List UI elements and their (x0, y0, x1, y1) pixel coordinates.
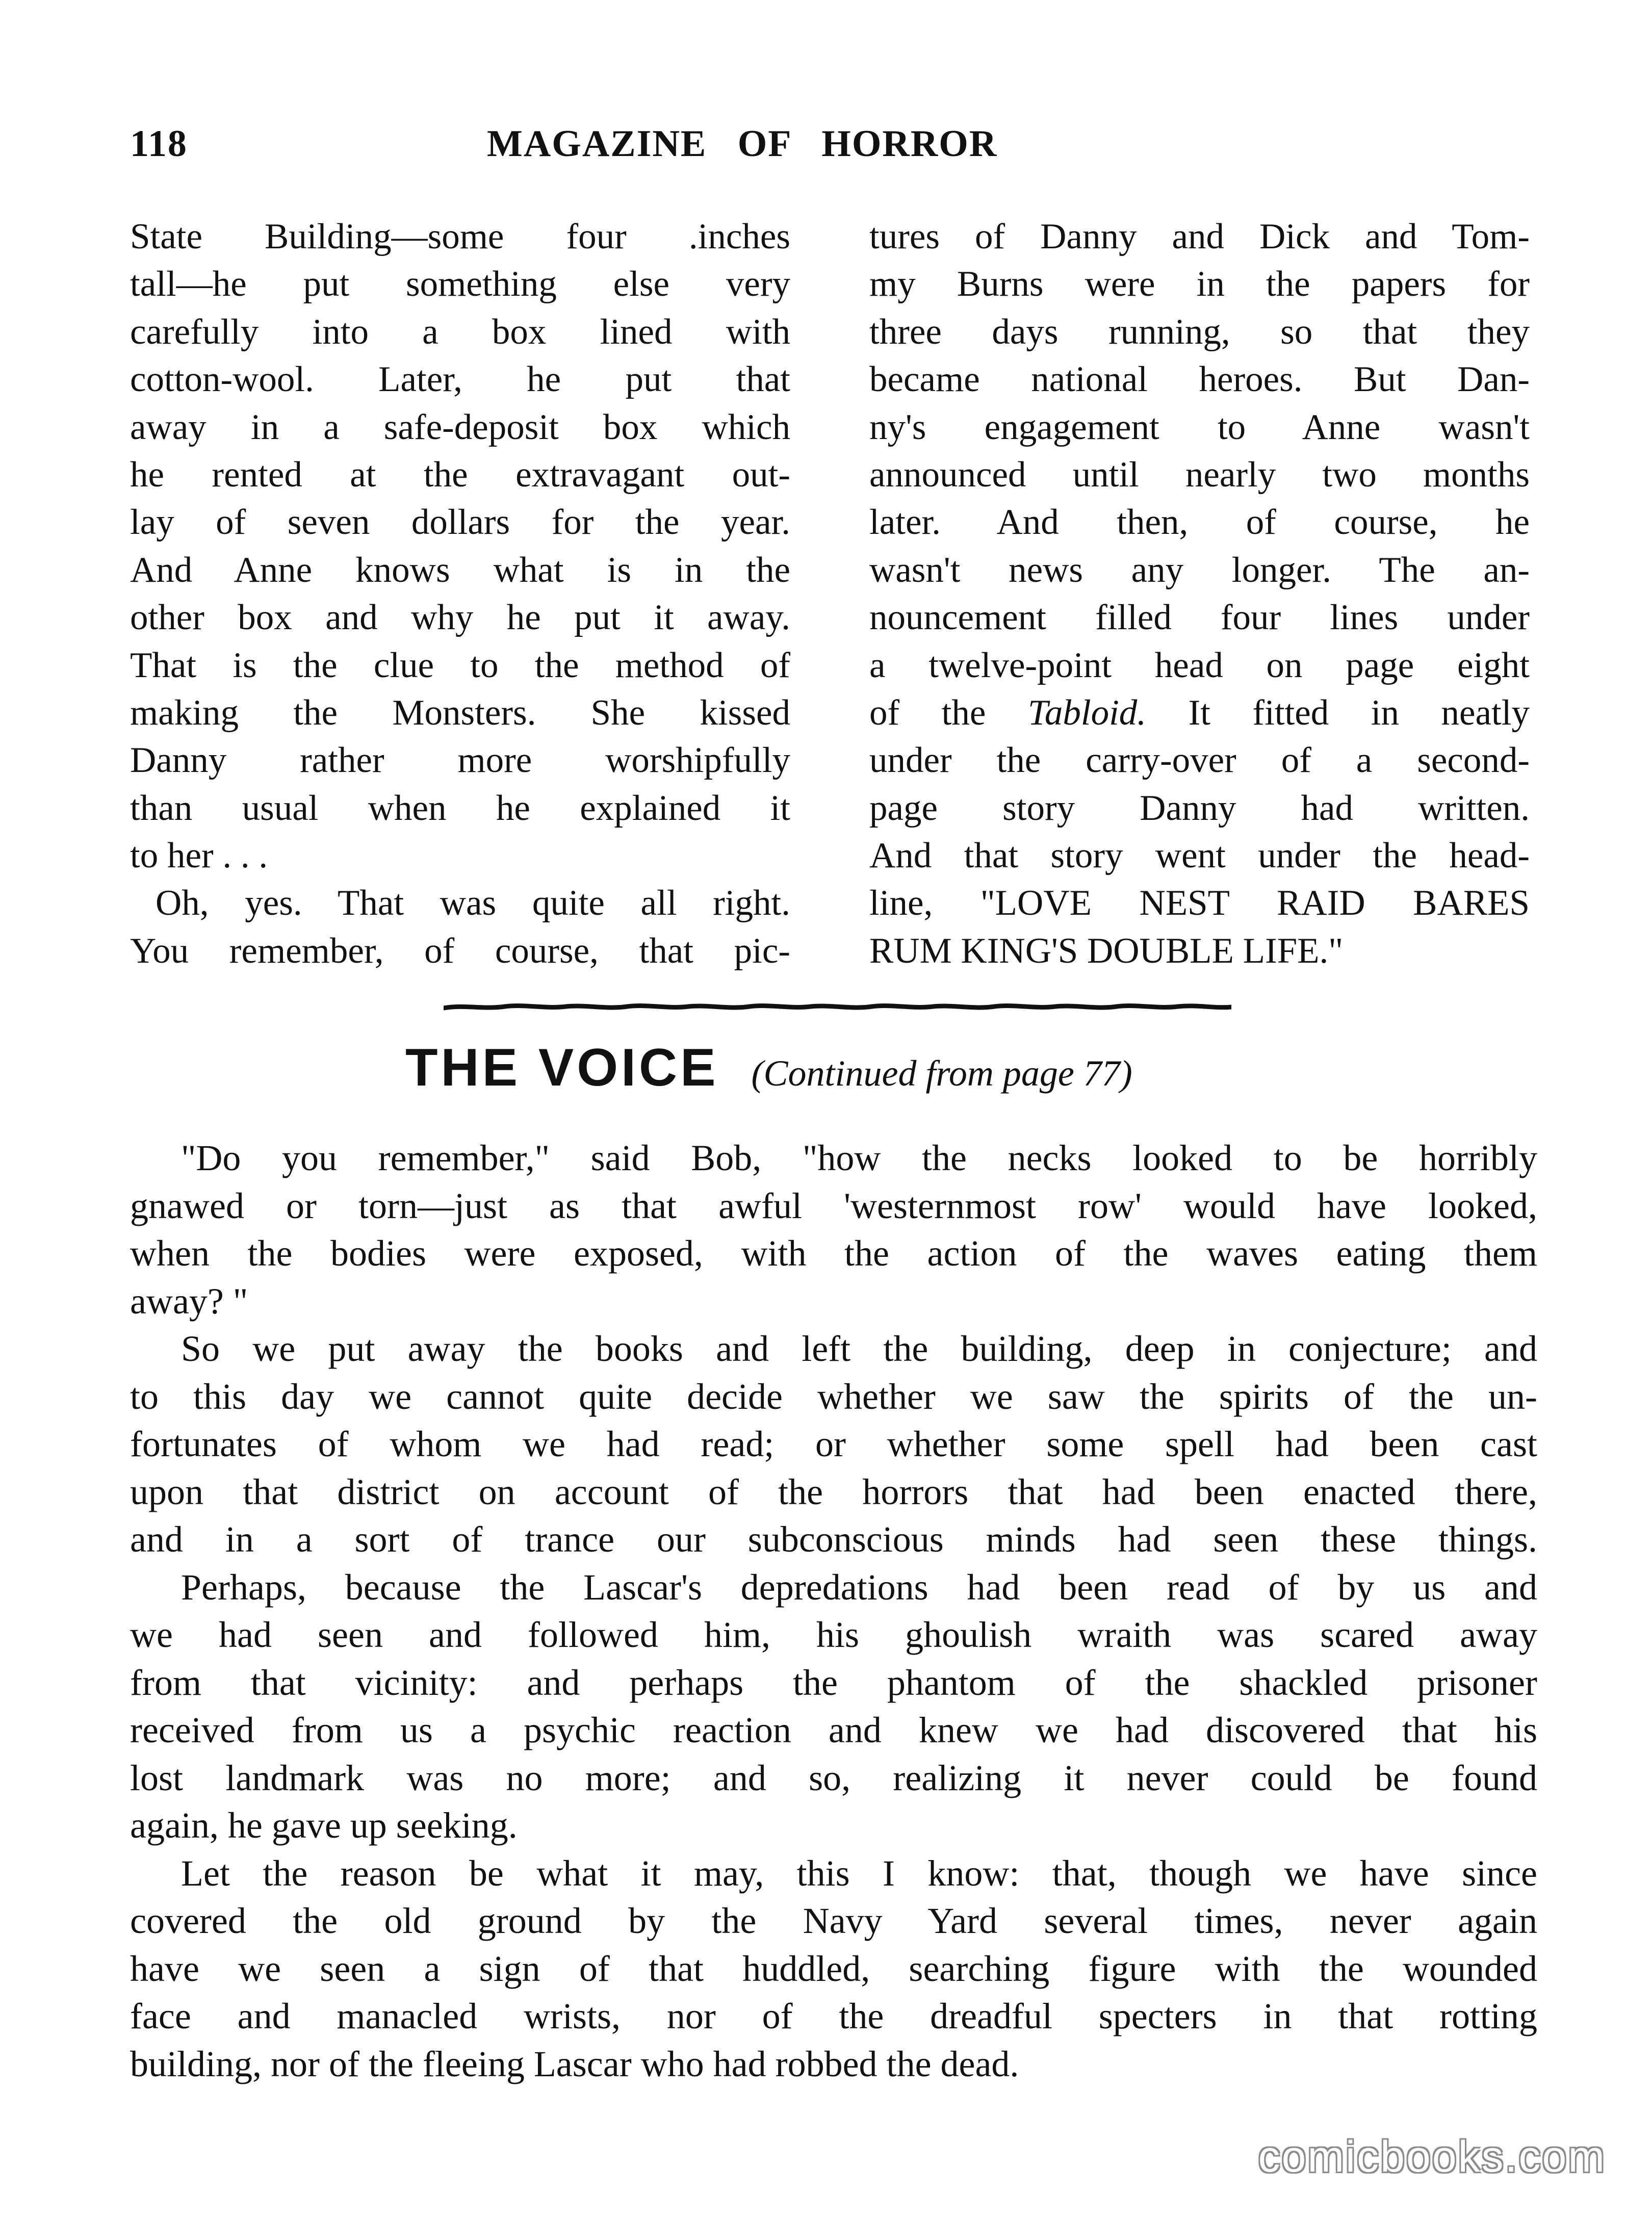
text-line: he rented at the extravagant out- (130, 454, 790, 495)
text-line: line, "LOVE NEST RAID BARES (869, 883, 1530, 923)
text-line: And Anne knows what is in the (130, 550, 790, 590)
text-line: away? " (130, 1280, 248, 1322)
story-title: THE VOICE (405, 1038, 719, 1097)
text-line: page story Danny had written. (869, 788, 1530, 828)
text-line: State Building—some four .inches (130, 217, 790, 256)
text-line: my Burns were in the papers for (869, 264, 1530, 304)
text-line: nouncement filled four lines under (869, 598, 1530, 638)
running-title: MAGAZINE OF HORROR (487, 123, 998, 165)
text-line: to this day we cannot quite decide whether we saw the spirits of the un- (130, 1376, 1537, 1417)
text-line: received from us a psychic reaction and knew we had discovered that his (130, 1710, 1537, 1750)
text-line: building, nor of the fleeing Lascar who had robbed the dead. (130, 2043, 1019, 2084)
text-line: That is the clue to the method of (130, 645, 790, 685)
page-number: 118 (130, 123, 188, 165)
text-line: Let the reason be what it may, this I know: that, though we have since (181, 1852, 1537, 1894)
text-line: face and manacled wrists, nor of the dreadful specters in that rotting (130, 1996, 1537, 2036)
text-line: So we put away the books and left the building, deep in conjecture; and (181, 1328, 1537, 1369)
story-body (130, 1134, 1537, 2088)
text-line: from that vicinity: and perhaps the phantom of the shackled prisoner (130, 1662, 1537, 1703)
text-line: wasn't news any longer. The an- (869, 550, 1530, 590)
text-line: upon that district on account of the horrors that had been enacted there, (130, 1471, 1537, 1512)
text-line: And that story went under the head- (869, 836, 1530, 876)
text-line: fortunates of whom we had read; or whether some spell had been cast (130, 1424, 1537, 1464)
text-line: and in a sort of trance our subconscious minds had seen these things. (130, 1519, 1537, 1560)
text-line: You remember, of course, that pic- (130, 931, 790, 971)
text-line: than usual when he explained it (130, 788, 790, 828)
right-column (869, 213, 1530, 975)
text-line: later. And then, of course, he (869, 502, 1530, 543)
text-line: announced until nearly two months (869, 454, 1530, 495)
text-line: "Do you remember," said Bob, "how the necks looked to be horribly (181, 1138, 1537, 1178)
text-line: a twelve-point head on page eight (869, 645, 1530, 685)
text-line: Oh, yes. That was quite all right. (156, 883, 790, 923)
text-line: away in a safe-deposit box which (130, 407, 790, 447)
text-line: when the bodies were exposed, with the action of the waves eating them (130, 1233, 1537, 1274)
text-line: to her . . . (130, 836, 268, 876)
text-line: Perhaps, because the Lascar's depredations had been read of by us and (181, 1566, 1537, 1608)
text-line: carefully into a box lined with (130, 312, 790, 352)
text-line: covered the old ground by the Navy Yard several times, never again (130, 1900, 1537, 1941)
publication-name: Tabloid. (1027, 692, 1147, 733)
text-line: became national heroes. But Dan- (869, 359, 1530, 400)
watermark: comicbooks.com (1258, 2132, 1606, 2181)
text-line: three days running, so that they (869, 312, 1530, 352)
text-line: cotton-wool. Later, he put that (130, 359, 790, 400)
text-line: under the carry-over of a second- (869, 740, 1530, 781)
section-divider (444, 1003, 1231, 1011)
text-line: ny's engagement to Anne wasn't (869, 407, 1530, 447)
text-line: tures of Danny and Dick and Tom- (869, 217, 1530, 256)
text-line: of the Tabloid. It fitted in neatly (869, 692, 1530, 733)
text-line: again, he gave up seeking. (130, 1805, 518, 1846)
text-line: other box and why he put it away. (130, 598, 790, 638)
text-line: making the Monsters. She kissed (130, 692, 790, 733)
text-line: we had seen and followed him, his ghoulish wraith was scared away (130, 1614, 1537, 1655)
page-header (130, 122, 1150, 184)
text-line: lay of seven dollars for the year. (130, 502, 790, 543)
text-line: RUM KING'S DOUBLE LIFE." (869, 931, 1344, 971)
left-column (130, 213, 790, 975)
text-line: tall—he put something else very (130, 264, 790, 304)
text-line: Danny rather more worshipfully (130, 740, 790, 781)
story-heading (405, 1038, 1132, 1104)
text-line: have we seen a sign of that huddled, searching figure with the wounded (130, 1948, 1537, 1989)
text-line: gnawed or torn—just as that awful 'westernmost row' would have looked, (130, 1185, 1537, 1226)
story-continuation-note: (Continued from page 77) (751, 1053, 1132, 1094)
text-line: lost landmark was no more; and so, realizing it never could be found (130, 1757, 1537, 1798)
